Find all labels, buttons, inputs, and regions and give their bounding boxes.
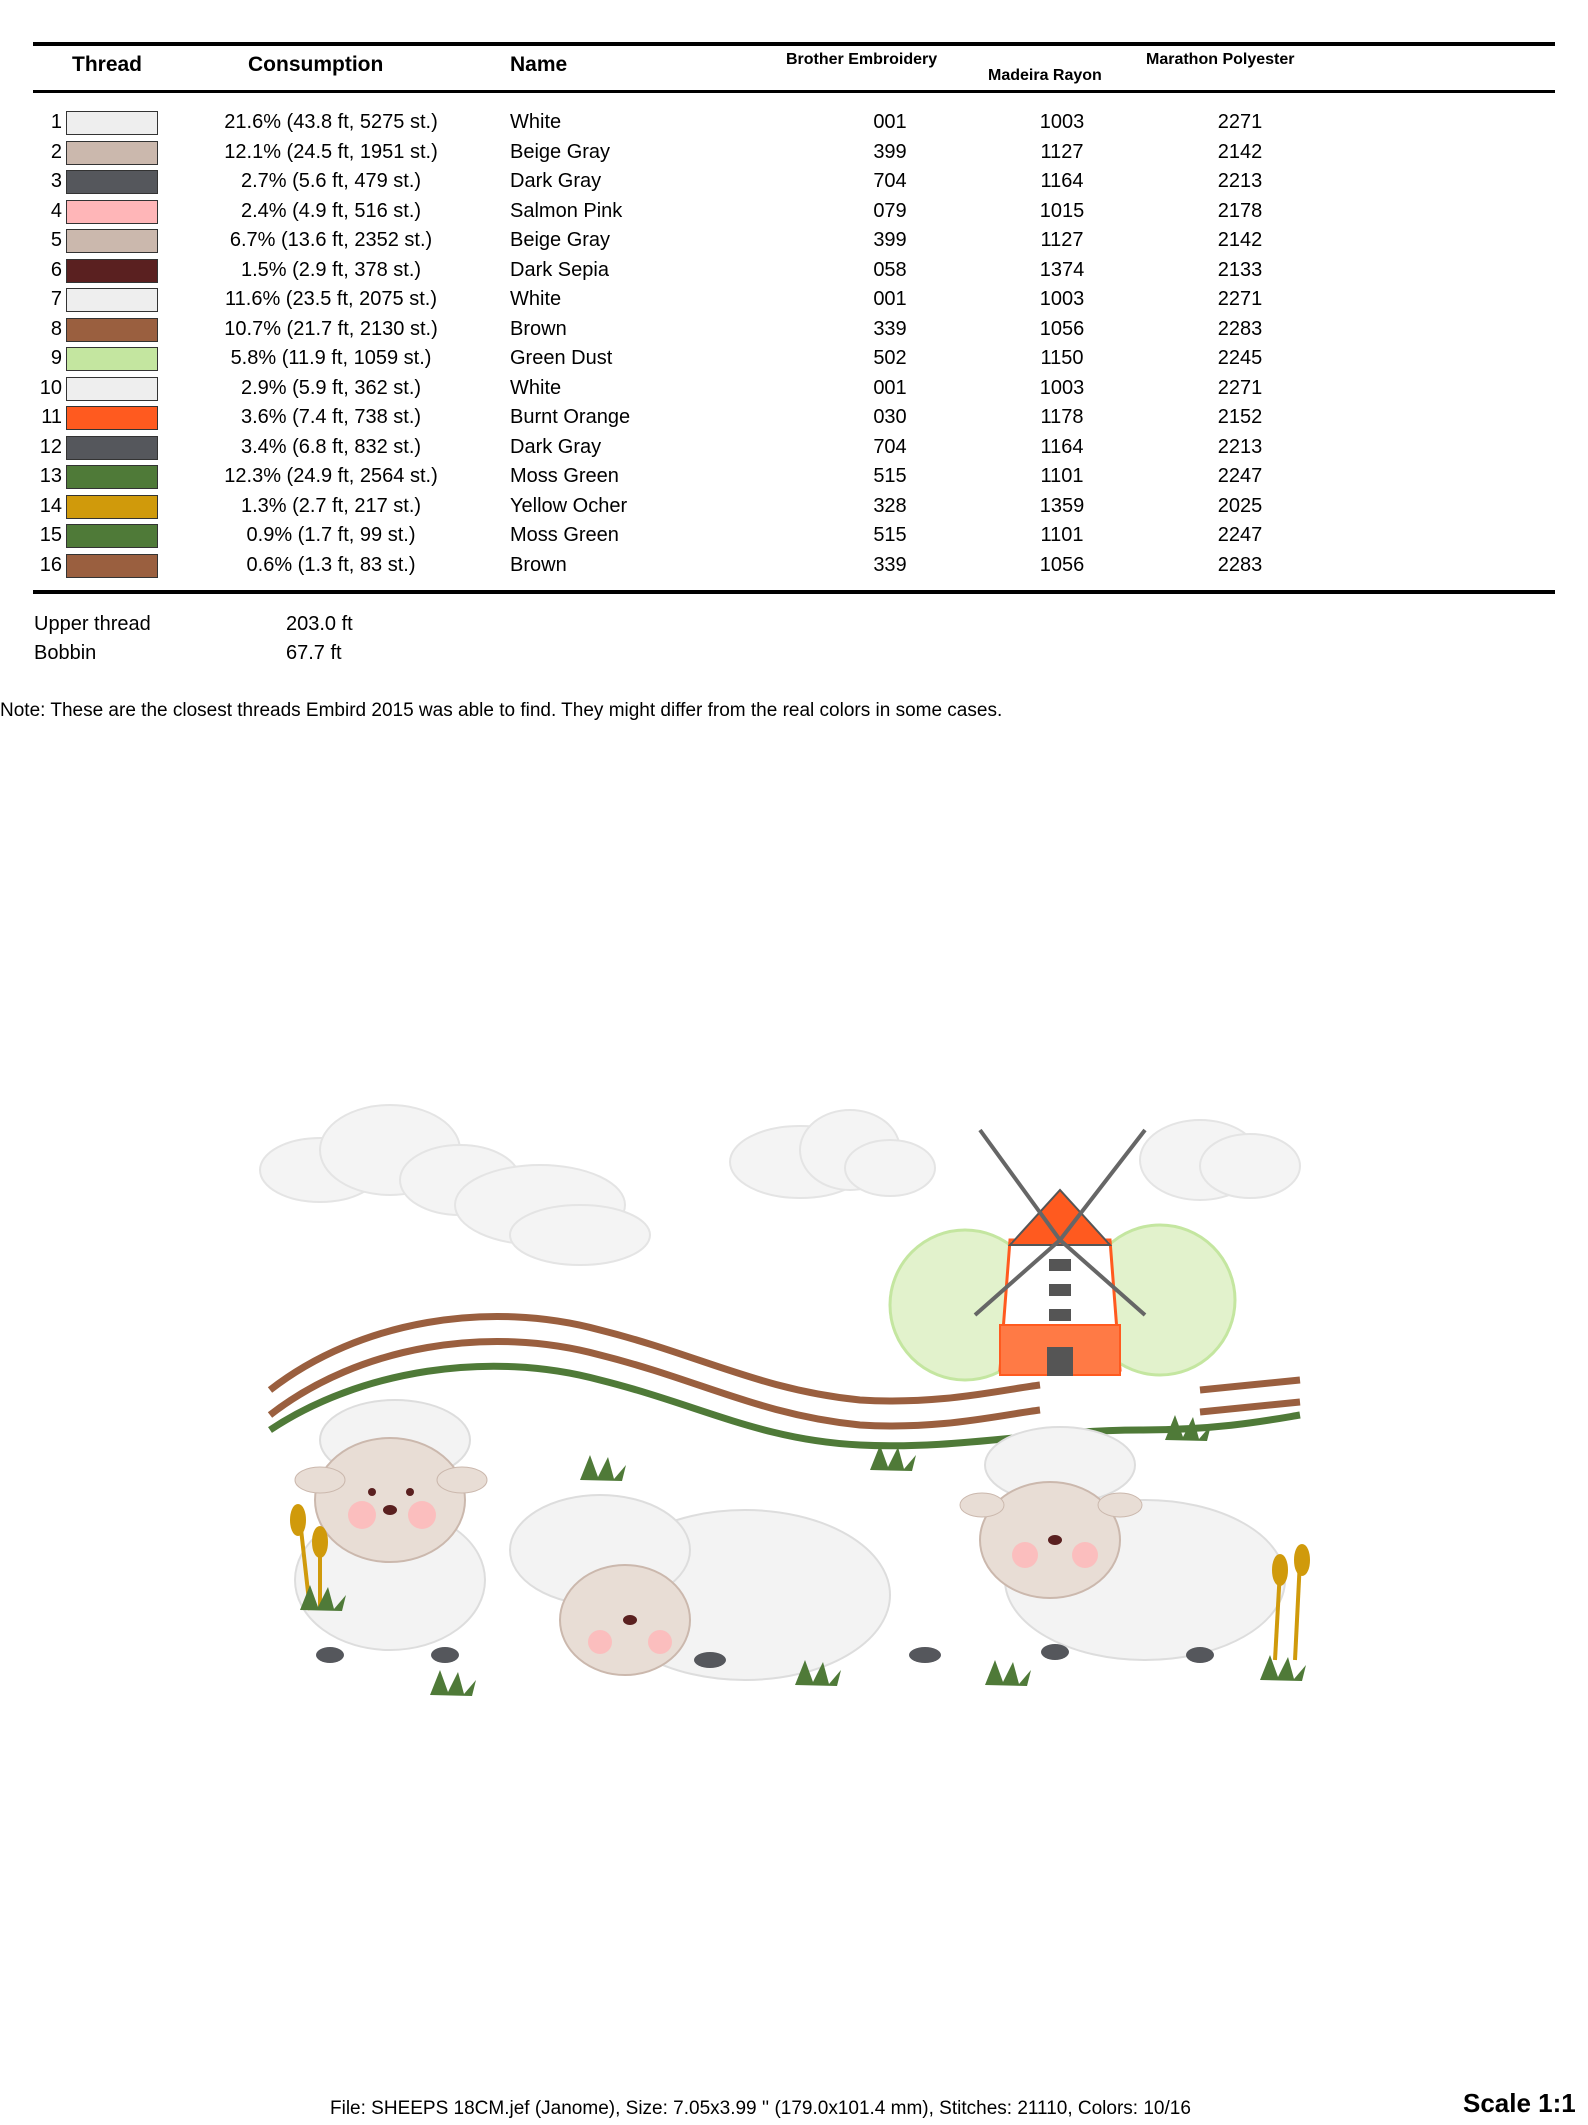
row-marathon-code: 2247 [1217, 465, 1263, 487]
row-brother-code: 328 [873, 494, 907, 517]
thread-color-swatch [66, 465, 158, 489]
row-consumption: 5.8% (11.9 ft, 1059 st.) [230, 347, 432, 369]
row-madeira-code: 1127 [1040, 229, 1084, 251]
row-brother-code: 399 [873, 229, 907, 251]
row-consumption: 0.6% (1.3 ft, 83 st.) [246, 553, 416, 576]
thread-color-swatch [66, 170, 158, 194]
row-name: Salmon Pink [510, 199, 623, 222]
row-consumption: 0.9% (1.7 ft, 99 st.) [246, 524, 416, 546]
row-madeira-code: 1164 [1040, 170, 1084, 192]
row-marathon-code: 2245 [1217, 347, 1263, 369]
row-brother-code: 704 [873, 170, 907, 192]
row-consumption: 1.5% (2.9 ft, 378 st.) [240, 258, 422, 281]
row-marathon-code: 2271 [1217, 111, 1263, 133]
row-number: 6 [50, 258, 62, 281]
row-marathon-code: 2213 [1217, 435, 1263, 458]
row-consumption: 21.6% (43.8 ft, 5275 st.) [224, 111, 438, 133]
table-row [0, 492, 1588, 521]
header-name: Name [510, 53, 568, 76]
row-consumption: 6.7% (13.6 ft, 2352 st.) [229, 229, 433, 251]
row-name: Brown [510, 553, 567, 576]
scale-label: Scale 1:1 [1463, 2088, 1576, 2118]
row-consumption: 2.7% (5.6 ft, 479 st.) [240, 170, 422, 192]
row-number: 2 [50, 140, 62, 163]
cloud-left [260, 1105, 650, 1265]
row-madeira-code: 1003 [1039, 288, 1085, 310]
row-number: 1 [50, 111, 62, 133]
table-header-rule [33, 90, 1555, 93]
row-madeira-code: 1101 [1040, 524, 1084, 546]
row-madeira-code: 1056 [1039, 553, 1085, 576]
table-bottom-rule [33, 590, 1555, 594]
row-madeira-code: 1127 [1040, 140, 1084, 163]
thread-color-swatch [66, 200, 158, 224]
header-brother: Brother Embroidery [786, 51, 938, 68]
sheep-lying-middle [510, 1495, 941, 1680]
thread-color-swatch [66, 377, 158, 401]
table-top-rule [33, 42, 1555, 46]
thread-color-swatch [66, 111, 158, 135]
row-brother-code: 339 [873, 553, 907, 576]
row-madeira-code: 1374 [1039, 258, 1085, 281]
row-consumption: 12.1% (24.5 ft, 1951 st.) [224, 140, 438, 163]
row-name: Burnt Orange [510, 406, 631, 428]
cloud-right [1140, 1120, 1300, 1200]
file-info-footer: File: SHEEPS 18CM.jef (Janome), Size: 7.05x3.99 '' (179.0x101.4 mm), Stitches: 21110, Colors: 10/16 [330, 2098, 1191, 2119]
bobbin-label: Bobbin [34, 642, 97, 664]
row-name: Moss Green [510, 465, 619, 487]
row-name: Moss Green [510, 524, 619, 546]
row-number: 14 [39, 494, 62, 517]
row-brother-code: 339 [873, 317, 907, 340]
sheep-standing-right [960, 1427, 1285, 1663]
row-madeira-code: 1003 [1039, 376, 1085, 399]
row-madeira-code: 1359 [1039, 494, 1085, 517]
thread-color-swatch [66, 318, 158, 342]
table-row [0, 167, 1588, 196]
row-name: White [510, 288, 562, 310]
row-number: 15 [39, 524, 62, 546]
row-brother-code: 515 [873, 524, 907, 546]
row-brother-code: 001 [873, 288, 907, 310]
thread-color-swatch [66, 436, 158, 460]
row-number: 12 [39, 435, 62, 458]
row-brother-code: 030 [873, 406, 907, 428]
bobbin-value: 67.7 ft [286, 642, 342, 664]
row-madeira-code: 1150 [1040, 347, 1084, 369]
row-madeira-code: 1015 [1039, 199, 1085, 222]
row-number: 8 [50, 317, 62, 340]
row-number: 13 [39, 465, 62, 487]
row-number: 9 [50, 347, 62, 369]
row-name: Dark Gray [510, 170, 602, 192]
table-row [0, 462, 1588, 491]
thread-note: Note: These are the closest threads Embird 2015 was able to find. They might differ from the real colors in some cases. [0, 700, 1003, 721]
row-number: 5 [50, 229, 62, 251]
header-marathon: Marathon Polyester [1146, 51, 1295, 68]
table-row [0, 374, 1588, 403]
row-consumption: 1.3% (2.7 ft, 217 st.) [240, 494, 422, 517]
row-number: 4 [50, 199, 62, 222]
row-madeira-code: 1101 [1040, 465, 1084, 487]
wheat-right [1274, 1546, 1308, 1660]
row-consumption: 2.9% (5.9 ft, 362 st.) [240, 376, 422, 399]
table-row [0, 403, 1588, 432]
cloud-middle [730, 1110, 935, 1198]
thread-color-swatch [66, 259, 158, 283]
row-consumption: 12.3% (24.9 ft, 2564 st.) [224, 465, 438, 487]
row-marathon-code: 2271 [1217, 376, 1263, 399]
row-marathon-code: 2133 [1217, 258, 1263, 281]
row-marathon-code: 2213 [1217, 170, 1263, 192]
row-name: Green Dust [510, 347, 613, 369]
row-consumption: 3.6% (7.4 ft, 738 st.) [240, 406, 422, 428]
row-brother-code: 515 [873, 465, 907, 487]
row-number: 11 [41, 406, 62, 428]
thread-color-swatch [66, 554, 158, 578]
row-number: 16 [39, 553, 62, 576]
row-name: Dark Sepia [510, 258, 609, 281]
row-marathon-code: 2178 [1217, 199, 1263, 222]
thread-color-swatch [66, 229, 158, 253]
thread-color-swatch [66, 524, 158, 548]
row-brother-code: 001 [873, 376, 907, 399]
thread-color-swatch [66, 495, 158, 519]
row-name: Brown [510, 317, 567, 340]
thread-color-swatch [66, 288, 158, 312]
row-name: Yellow Ocher [510, 494, 628, 517]
row-madeira-code: 1056 [1039, 317, 1085, 340]
thread-color-swatch [66, 141, 158, 165]
table-row [0, 108, 1588, 137]
table-row [0, 256, 1588, 285]
row-brother-code: 704 [873, 435, 907, 458]
table-row [0, 521, 1588, 550]
table-row [0, 138, 1588, 167]
row-brother-code: 058 [873, 258, 907, 281]
table-row [0, 226, 1588, 255]
row-consumption: 11.6% (23.5 ft, 2075 st.) [225, 288, 437, 310]
thread-color-swatch [66, 406, 158, 430]
upper-thread-label: Upper thread [34, 613, 151, 635]
row-marathon-code: 2025 [1217, 494, 1263, 517]
row-brother-code: 502 [873, 347, 907, 369]
row-marathon-code: 2247 [1217, 524, 1263, 546]
table-row [0, 344, 1588, 373]
upper-thread-value: 203.0 ft [286, 613, 353, 635]
table-row [0, 315, 1588, 344]
header-madeira: Madeira Rayon [988, 67, 1102, 84]
header-consumption: Consumption [248, 53, 384, 76]
row-madeira-code: 1003 [1039, 111, 1085, 133]
row-name: Dark Gray [510, 435, 602, 458]
row-marathon-code: 2283 [1217, 317, 1263, 340]
row-madeira-code: 1178 [1040, 406, 1084, 428]
row-name: White [510, 111, 562, 133]
row-name: White [510, 376, 562, 399]
row-number: 10 [39, 376, 62, 399]
row-marathon-code: 2142 [1217, 140, 1263, 163]
embroidery-design-preview [240, 1100, 1360, 1720]
table-row [0, 285, 1588, 314]
header-thread: Thread [72, 53, 143, 76]
row-marathon-code: 2142 [1217, 229, 1263, 251]
row-number: 3 [50, 170, 62, 192]
row-name: Beige Gray [510, 140, 611, 163]
row-madeira-code: 1164 [1040, 435, 1084, 458]
row-brother-code: 079 [873, 199, 907, 222]
table-row [0, 551, 1588, 580]
table-row [0, 433, 1588, 462]
row-consumption: 10.7% (21.7 ft, 2130 st.) [224, 317, 438, 340]
row-marathon-code: 2271 [1217, 288, 1263, 310]
row-marathon-code: 2283 [1217, 553, 1263, 576]
row-brother-code: 001 [873, 111, 907, 133]
row-consumption: 2.4% (4.9 ft, 516 st.) [240, 199, 422, 222]
table-row [0, 197, 1588, 226]
row-brother-code: 399 [873, 140, 907, 163]
thread-color-swatch [66, 347, 158, 371]
row-marathon-code: 2152 [1217, 406, 1263, 428]
row-number: 7 [50, 288, 62, 310]
row-consumption: 3.4% (6.8 ft, 832 st.) [240, 435, 422, 458]
row-name: Beige Gray [510, 229, 611, 251]
